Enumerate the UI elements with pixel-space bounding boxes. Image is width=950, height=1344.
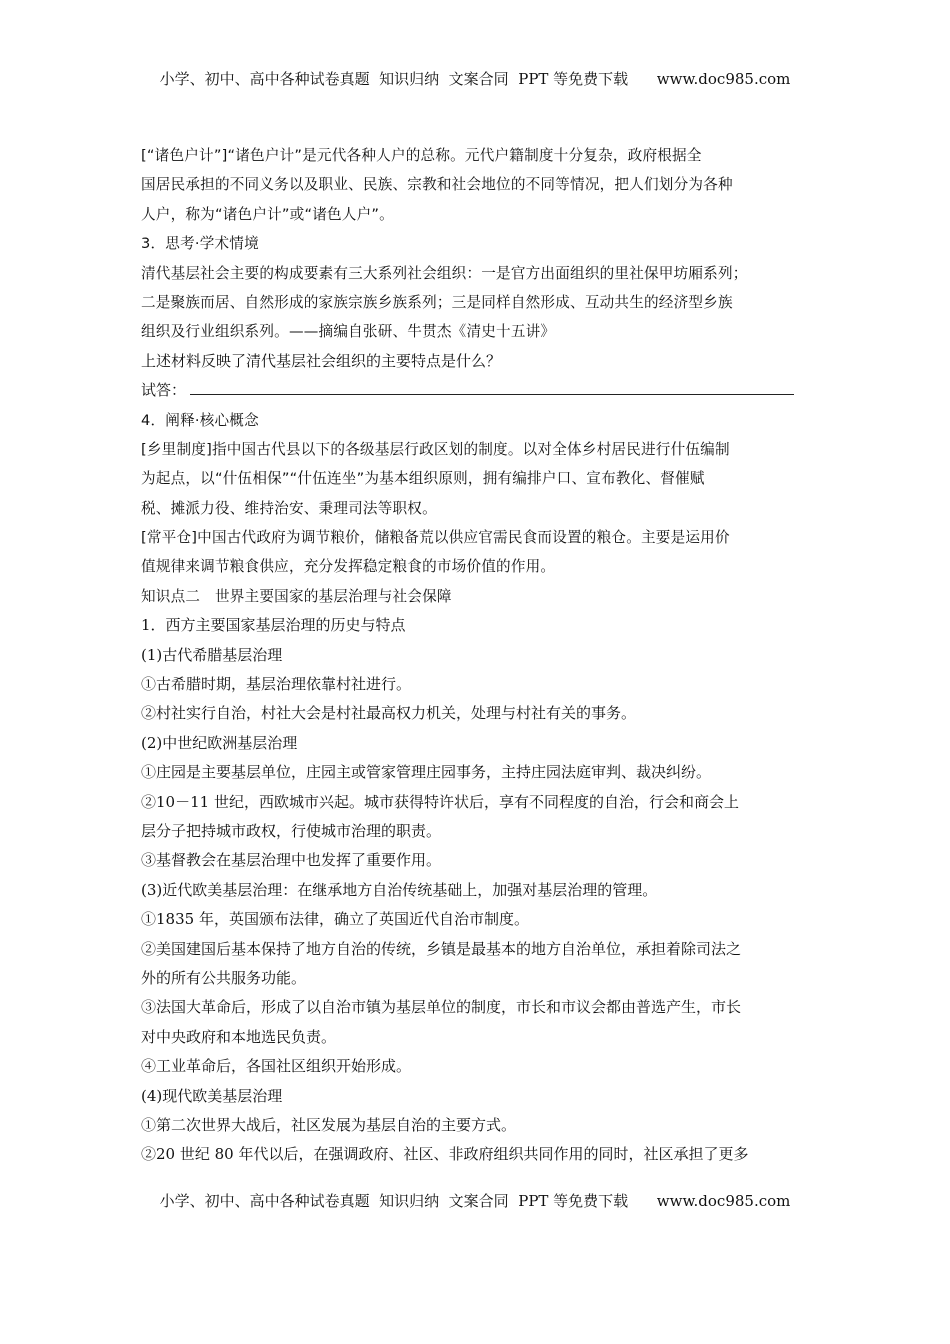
modern-title: (3)近代欧美基层治理：在继承地方自治传统基础上，加强对基层治理的管理。 — [141, 880, 658, 899]
section-3-material-line: 组织及行业组织系列。——摘编自张研、牛贯杰《清史十五讲》 — [141, 323, 556, 341]
answer-blank-line[interactable] — [190, 394, 794, 395]
greece-item: ②村社实行自治，村社大会是村社最高权力机关，处理与村社有关的事务。 — [141, 704, 637, 723]
contemporary-item: ①第二次世界大战后，社区发展为基层自治的主要方式。 — [141, 1115, 517, 1134]
page-footer: 小学、初中、高中各种试卷真题 知识归纳 文案合同 PPT 等免费下载 www.doc985.com — [159, 1192, 791, 1210]
answer-row — [141, 376, 813, 405]
medieval-item: 层分子把持城市政权，行使城市治理的职责。 — [141, 821, 442, 840]
medieval-item: ①庄园是主要基层单位，庄园主或管家管理庄园事务，主持庄园法庭审判、裁决纠纷。 — [141, 763, 712, 782]
term-xiangli-line: 税、摊派力役、维持治安、秉理司法等职权。 — [141, 499, 437, 517]
modern-item: 对中央政府和本地选民负责。 — [141, 1027, 337, 1046]
section-3-title: 3．思考·学术情境 — [141, 235, 259, 253]
modern-item: 外的所有公共服务功能。 — [141, 968, 307, 987]
medieval-item: ③基督教会在基层治理中也发挥了重要作用。 — [141, 851, 442, 870]
contemporary-title: (4)现代欧美基层治理 — [141, 1086, 283, 1105]
modern-item: ①1835 年，英国颁布法律，确立了英国近代自治市制度。 — [141, 910, 529, 929]
term-zhuse-huji-line: 国居民承担的不同义务以及职业、民族、宗教和社会地位的不同等情况，把人们划分为各种 — [141, 176, 733, 194]
modern-item: ②美国建国后基本保持了地方自治的传统，乡镇是最基本的地方自治单位，承担着除司法之 — [141, 939, 742, 958]
modern-item: ④工业革命后，各国社区组织开始形成。 — [141, 1057, 412, 1076]
modern-item: ③法国大革命后，形成了以自治市镇为基层单位的制度，市长和市议会都由普选产生，市长 — [141, 998, 742, 1017]
term-changpingcang-line: [常平仓]中国古代政府为调节粮价，储粮备荒以供应官需民食而设置的粮仓。主要是运用价 — [141, 529, 730, 547]
term-changpingcang-line: 值规律来调节粮食供应，充分发挥稳定粮食的市场价值的作用。 — [141, 558, 556, 576]
medieval-title: (2)中世纪欧洲基层治理 — [141, 733, 298, 752]
term-zhuse-huji-line: 人户，称为“诸色户计”或“诸色人户”。 — [141, 205, 394, 223]
page-header: 小学、初中、高中各种试卷真题 知识归纳 文案合同 PPT 等免费下载 www.doc985.com — [159, 70, 791, 88]
greece-title: (1)古代希腊基层治理 — [141, 645, 283, 664]
contemporary-item: ②20 世纪 80 年代以后，在强调政府、社区、非政府组织共同作用的同时，社区承担了更多 — [141, 1145, 749, 1164]
section-3-question: 上述材料反映了清代基层社会组织的主要特点是什么？ — [141, 351, 502, 370]
term-zhuse-huji-line: [“诸色户计”]“诸色户计”是元代各种人户的总称。元代户籍制度十分复杂，政府根据全 — [141, 147, 702, 164]
medieval-item: ②10－11 世纪，西欧城市兴起。城市获得特许状后，享有不同程度的自治，行会和商会上 — [141, 792, 739, 811]
greece-item: ①古希腊时期，基层治理依靠村社进行。 — [141, 675, 412, 694]
document-body — [141, 141, 813, 1170]
term-xiangli-line: 为起点，以“什伍相保”“什伍连坐”为基本组织原则，拥有编排户口、宣布教化、督催赋 — [141, 470, 705, 488]
term-xiangli-line: [乡里制度]指中国古代县以下的各级基层行政区划的制度。以对全体乡村居民进行什伍编制 — [141, 440, 730, 458]
knowledge-point-2-title: 知识点二 世界主要国家的基层治理与社会保障 — [141, 587, 452, 605]
answer-label: 试答： — [141, 381, 187, 400]
section-3-material-line: 清代基层社会主要的构成要素有三大系列社会组织：一是官方出面组织的里社保甲坊厢系列； — [141, 264, 748, 282]
section-3-material-line: 二是聚族而居、自然形成的家族宗族乡族系列；三是同样自然形成、互动共生的经济型乡族 — [141, 293, 733, 311]
section-4-title: 4．阐释·核心概念 — [141, 411, 259, 429]
k2-item-1-title: 1．西方主要国家基层治理的历史与特点 — [141, 616, 406, 635]
